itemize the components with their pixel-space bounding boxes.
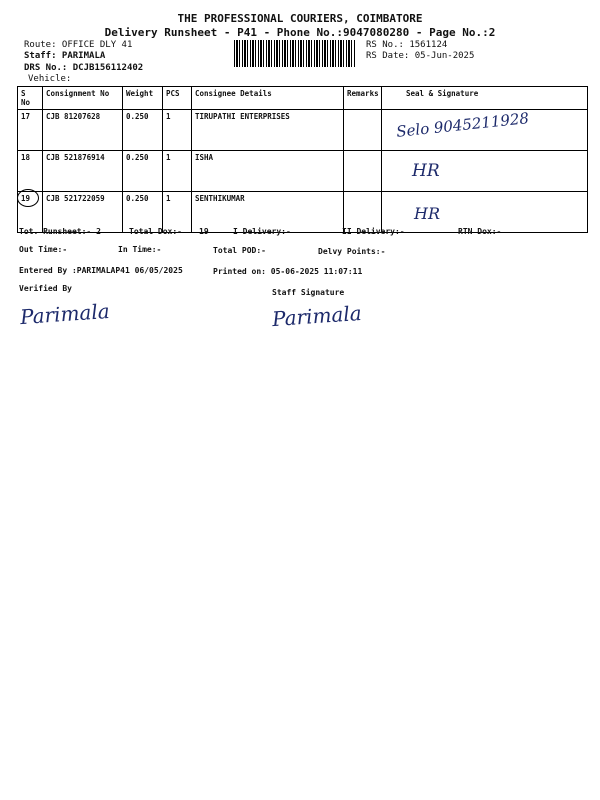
- first-delivery: I Delivery:-: [233, 227, 291, 236]
- row-pcs: 1: [163, 110, 192, 151]
- table-row: [18, 151, 588, 192]
- verified-by-signature: Parimala: [19, 298, 111, 330]
- row-consignment: CJB 81207628: [43, 110, 123, 151]
- total-dox-value: 19: [199, 227, 209, 236]
- route-label: Route: OFFICE DLY 41: [24, 40, 133, 50]
- rtn-dox: RTN Dox:-: [458, 227, 502, 236]
- row-consignment: CJB 521722059: [43, 192, 123, 233]
- rs-number: RS No.: 1561124: [366, 40, 448, 50]
- barcode-image: [234, 40, 356, 67]
- staff-label: Staff: PARIMALA: [24, 51, 106, 61]
- row-weight: 0.250: [123, 151, 163, 192]
- row-sno-text: 19: [21, 194, 31, 203]
- handwritten-signature: HR: [412, 161, 440, 181]
- row-signature: [382, 110, 588, 151]
- row-consignee: SENTHIKUMAR: [192, 192, 344, 233]
- rs-date: RS Date: 05-Jun-2025: [366, 51, 475, 61]
- row-sno: 17: [18, 110, 43, 151]
- col-weight: Weight: [123, 87, 163, 110]
- table-row: [18, 192, 588, 233]
- row-pcs: 1: [163, 192, 192, 233]
- col-signature: Seal & Signature: [382, 87, 588, 110]
- row-remarks: [344, 110, 382, 151]
- row-remarks: [344, 151, 382, 192]
- entered-by: Entered By :PARIMALAP41 06/05/2025: [19, 266, 183, 275]
- row-consignee: TIRUPATHI ENTERPRISES: [192, 110, 344, 151]
- runsheet-title: Delivery Runsheet - P41 - Phone No.:9047080280 - Page No.:2: [104, 26, 496, 39]
- row-signature: [382, 151, 588, 192]
- table-row: [18, 110, 588, 151]
- col-pcs: PCS: [163, 87, 192, 110]
- row-consignment: CJB 521876914: [43, 151, 123, 192]
- total-pod: Total POD:-: [213, 246, 266, 255]
- printed-on: Printed on: 05-06-2025 11:07:11: [213, 267, 363, 276]
- table-header-row: [18, 87, 588, 110]
- circle-mark-icon: [17, 189, 39, 207]
- staff-signature-label: Staff Signature: [272, 288, 345, 297]
- delivery-points: Delvy Points:-: [318, 247, 386, 256]
- verified-by-label: Verified By: [19, 284, 72, 293]
- handwritten-signature: HR: [414, 204, 440, 223]
- row-consignee: ISHA: [192, 151, 344, 192]
- total-runsheet: Tot. Runsheet:- 2: [19, 227, 101, 236]
- company-title: THE PROFESSIONAL COURIERS, COIMBATORE: [177, 12, 423, 25]
- col-consignee: Consignee Details: [192, 87, 344, 110]
- col-sno: S No: [18, 87, 43, 110]
- row-sno: 18: [18, 151, 43, 192]
- staff-signature-mark: Parimala: [271, 300, 363, 332]
- total-dox-label: Total Dox:-: [129, 227, 182, 236]
- second-delivery: II Delivery:-: [342, 227, 405, 236]
- runsheet-table: [17, 86, 588, 233]
- col-consignment: Consignment No: [43, 87, 123, 110]
- in-time: In Time:-: [118, 245, 162, 254]
- out-time: Out Time:-: [19, 245, 68, 254]
- col-remarks: Remarks: [344, 87, 382, 110]
- vehicle-label: Vehicle:: [28, 74, 72, 84]
- row-weight: 0.250: [123, 110, 163, 151]
- row-weight: 0.250: [123, 192, 163, 233]
- handwritten-signature: Selo 9045211928: [395, 109, 530, 141]
- drs-number: DRS No.: DCJB156112402: [24, 63, 144, 73]
- row-pcs: 1: [163, 151, 192, 192]
